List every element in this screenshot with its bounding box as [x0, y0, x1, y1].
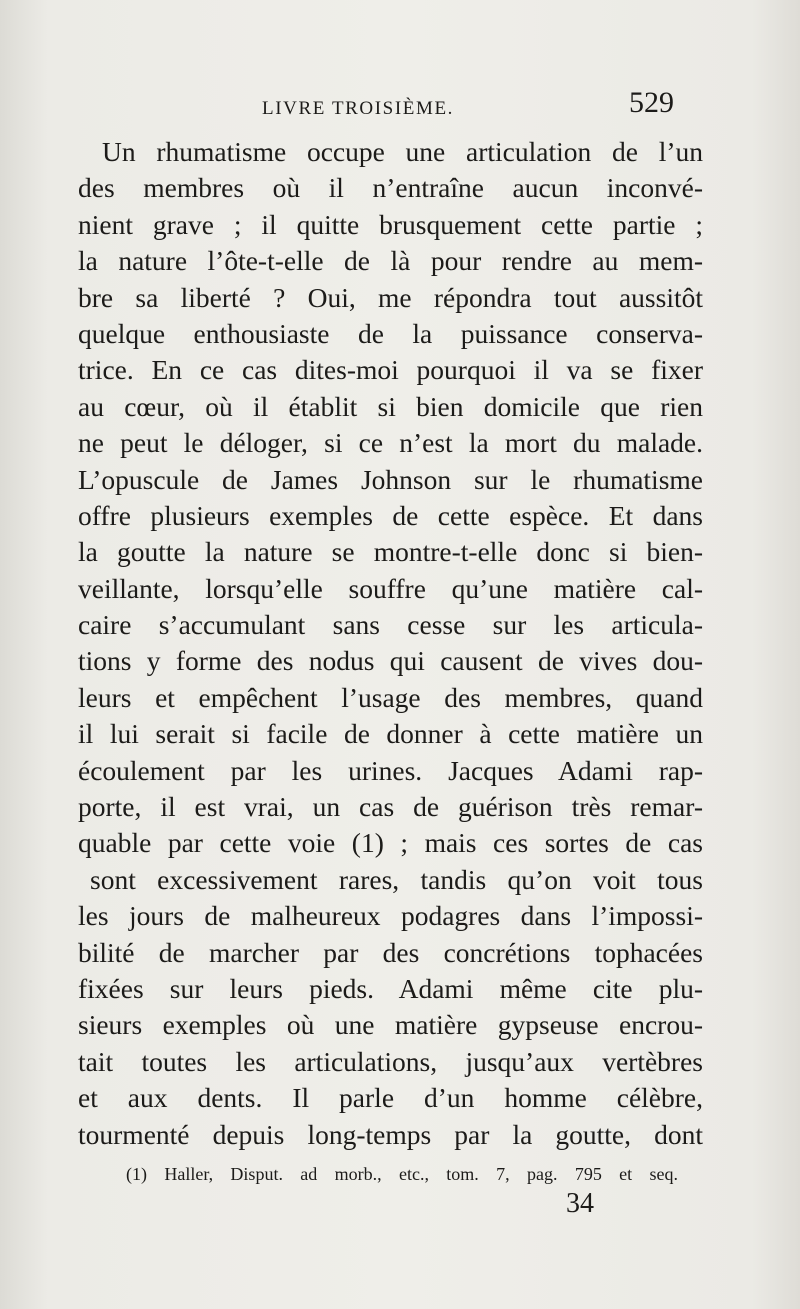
text-line: au cœur, où il établit si bien domicile que rien [78, 390, 703, 422]
text-line: bre sa liberté ? Oui, me répondra tout aussitôt [78, 281, 703, 313]
text-line: sieurs exemples où une matière gypseuse encrou- [78, 1009, 703, 1041]
text-line: écoulement par les urines. Jacques Adami rap- [78, 754, 703, 786]
text-line: Un rhumatisme occupe une articulation de l’un [102, 136, 703, 167]
text-line: la nature l’ôte-t-elle de là pour rendre au mem- [78, 245, 703, 277]
text-line: caire s’accumulant sans cesse sur les articula- [78, 609, 703, 641]
text-line: les jours de malheureux podagres dans l’impossi- [78, 900, 703, 932]
text-line: porte, il est vrai, un cas de guérison très remar- [78, 791, 703, 823]
text-line: sont excessivement rares, tandis qu’on voit tous [90, 863, 703, 895]
text-line: quable par cette voie (1) ; mais ces sortes de cas [78, 827, 703, 859]
signature-mark: 34 [566, 1188, 594, 1219]
text-line: tait toutes les articulations, jusqu’aux vertèbres [78, 1045, 703, 1077]
footnote: (1) Haller, Disput. ad morb., etc., tom. 7, pag. 795 et seq. [126, 1164, 678, 1184]
body-text [78, 134, 703, 1153]
text-line: tourmenté depuis long-temps par la goutte, dont [78, 1118, 703, 1150]
text-line: veillante, lorsqu’elle souffre qu’une matière cal- [78, 572, 703, 604]
text-line: fixées sur leurs pieds. Adami même cite plu- [78, 972, 703, 1004]
text-line: et aux dents. Il parle d’un homme célèbre, [78, 1082, 703, 1114]
text-line: des membres où il n’entraîne aucun inconvé- [78, 172, 703, 204]
text-line: L’opuscule de James Johnson sur le rhumatisme [78, 463, 703, 495]
running-head: LIVRE TROISIÈME. [262, 98, 455, 119]
text-line: quelque enthousiaste de la puissance conserva- [78, 317, 703, 349]
page-header [262, 86, 674, 132]
text-line: la goutte la nature se montre-t-elle donc si bien- [78, 536, 703, 568]
page-number: 529 [629, 86, 674, 119]
text-line: nient grave ; il quitte brusquement cette partie ; [78, 208, 703, 240]
text-line: bilité de marcher par des concrétions tophacées [78, 936, 703, 968]
text-line: ne peut le déloger, si ce n’est la mort du malade. [78, 427, 703, 459]
text-line: offre plusieurs exemples de cette espèce. Et dans [78, 499, 703, 531]
text-line: il lui serait si facile de donner à cette matière un [78, 718, 703, 750]
text-line: leurs et empêchent l’usage des membres, quand [78, 681, 703, 713]
text-line: tions y forme des nodus qui causent de vives dou- [78, 645, 703, 677]
text-line: trice. En ce cas dites-moi pourquoi il va se fixer [78, 354, 703, 386]
